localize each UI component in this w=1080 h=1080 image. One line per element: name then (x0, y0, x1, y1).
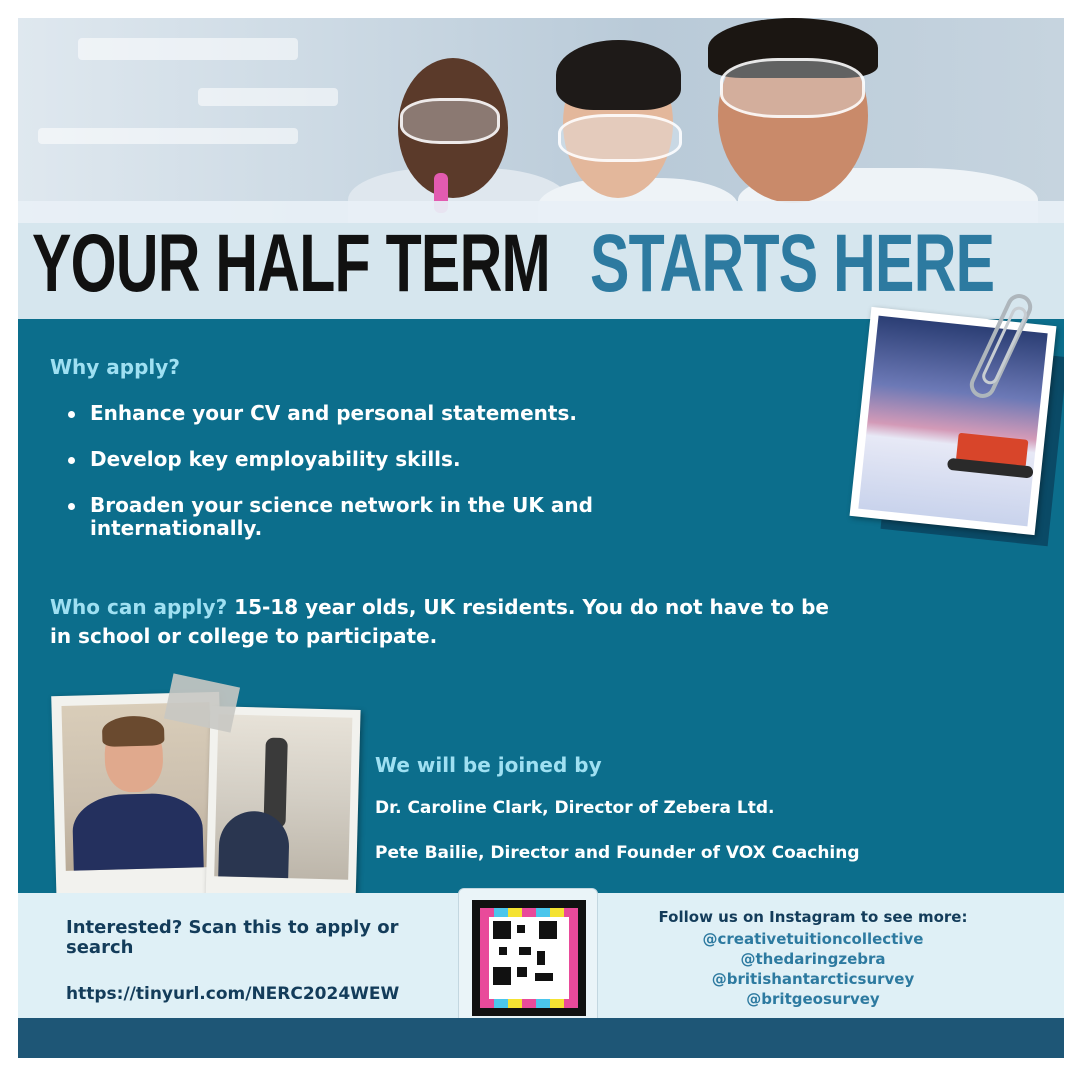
why-apply-title: Why apply? (50, 355, 180, 379)
reasons-list (68, 402, 688, 563)
who-can-apply (50, 593, 850, 651)
antarctic-vehicle-photo (850, 307, 1057, 535)
who-can-apply-label: Who can apply? (50, 595, 228, 619)
qr-code-icon[interactable] (472, 900, 586, 1016)
poster (18, 18, 1064, 1058)
reason-item: Develop key employability skills. (68, 448, 688, 471)
apply-url-link[interactable]: https://tinyurl.com/NERC2024WEW (66, 984, 400, 1004)
headline-band (18, 201, 1064, 319)
instagram-follow-title: Follow us on Instagram to see more: (658, 908, 968, 926)
instagram-handle[interactable]: @creativetuitioncollective (702, 930, 924, 948)
reason-item: Enhance your CV and personal statements. (68, 402, 688, 425)
apply-instructions: Interested? Scan this to apply or search (66, 917, 399, 958)
pete-bailie-photo (205, 706, 360, 910)
instagram-handle[interactable]: @britgeosurvey (746, 990, 880, 1008)
guest-pete-bailie: Pete Bailie, Director and Founder of VOX Coaching (375, 843, 860, 863)
footer-bar (18, 1018, 1064, 1058)
guest-caroline-clark: Dr. Caroline Clark, Director of Zebera Ltd. (375, 798, 775, 818)
instagram-handle[interactable]: @britishantarcticsurvey (711, 970, 915, 988)
who-can-apply-text: 15-18 year olds, UK residents. You do not have to be in school or college to participate. (50, 595, 829, 648)
scientists-photo (18, 18, 1064, 223)
headline-part-1: YOUR HALF TERM (32, 218, 550, 309)
instagram-handle[interactable]: @thedaringzebra (740, 950, 886, 968)
reason-item: Broaden your science network in the UK and internationally. (68, 494, 658, 540)
headline-part-2: STARTS HERE (590, 218, 995, 309)
joined-by-title: We will be joined by (375, 753, 602, 777)
